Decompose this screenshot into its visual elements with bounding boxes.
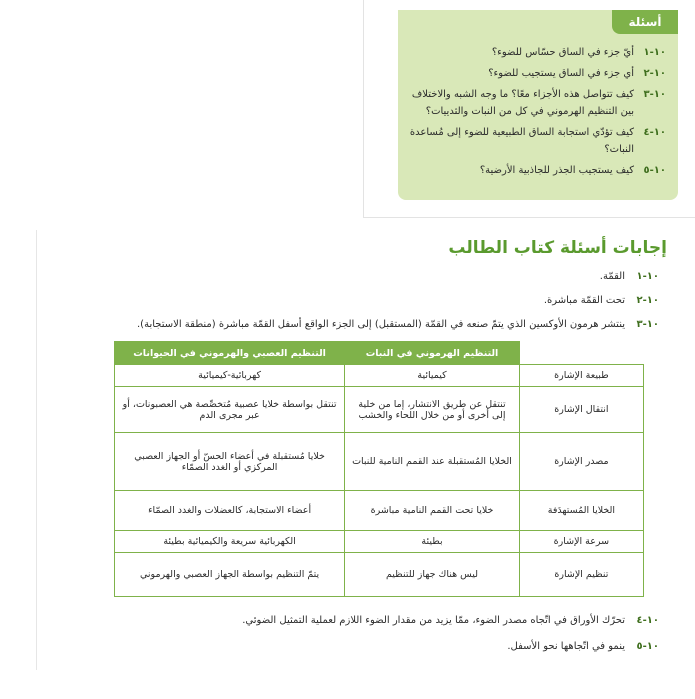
table-row <box>115 553 644 597</box>
answer-item <box>29 270 659 284</box>
answer-number: ١٠-٣ <box>636 319 659 330</box>
row-label: مصدر الإشارة <box>519 433 643 491</box>
row-label: الخلايا المُستهدَفة <box>519 491 643 531</box>
question-number: ١٠-٥ <box>643 165 666 176</box>
questions-title: أسئلة <box>612 10 678 34</box>
question-item <box>406 86 666 120</box>
comparison-table <box>114 341 644 597</box>
table-header-row <box>115 342 644 365</box>
questions-list <box>406 44 666 183</box>
answer-text: القمّة. <box>599 271 625 282</box>
plant-cell: تنتقل عن طريق الانتشار، إما من خلية إلى أخرى أو من خلال اللحاء والخشب <box>345 387 520 433</box>
answer-number: ١٠-٥ <box>636 641 659 652</box>
animal-cell: تنتقل بواسطة خلايا عصبية مُتخصِّصة هي العصبونات، أو عبر مجرى الدم <box>115 387 345 433</box>
plant-cell: الخلايا المُستقبلة عند القمم النامية للنبات <box>345 433 520 491</box>
plant-cell: كيميائية <box>345 365 520 387</box>
question-item <box>406 162 666 179</box>
plant-cell: بطيئة <box>345 531 520 553</box>
question-item <box>406 65 666 82</box>
answers-title: إجابات أسئلة كتاب الطالب <box>448 238 667 258</box>
table-row <box>115 387 644 433</box>
question-number: ١٠-٤ <box>643 127 666 138</box>
answer-item <box>29 294 659 308</box>
table-header: التنظيم الهرموني في النبات <box>345 342 520 365</box>
answer-number: ١٠-١ <box>636 271 659 282</box>
table-row <box>115 433 644 491</box>
animal-cell: أعضاء الاستجابة، كالعضلات والغدد الصمّاء <box>115 491 345 531</box>
answer-item <box>29 318 659 332</box>
question-number: ١٠-١ <box>643 47 666 58</box>
plant-cell: ليس هناك جهاز للتنظيم <box>345 553 520 597</box>
table-row <box>115 365 644 387</box>
question-number: ١٠-٣ <box>643 89 666 100</box>
answer-number: ١٠-٤ <box>636 615 659 626</box>
question-text: أي جزء في الساق يستجيب للضوء؟ <box>488 68 634 79</box>
animal-cell: الكهربائية سريعة والكيميائية بطيئة <box>115 531 345 553</box>
question-item <box>406 44 666 61</box>
table-row <box>115 531 644 553</box>
row-label: تنظيم الإشارة <box>519 553 643 597</box>
answer-item <box>29 614 659 628</box>
row-label: طبيعة الإشارة <box>519 365 643 387</box>
answer-number: ١٠-٢ <box>636 295 659 306</box>
questions-box <box>398 10 678 200</box>
question-text: أيّ جزء في الساق حسّاس للضوء؟ <box>491 47 634 58</box>
answer-text: تحت القمّة مباشرة. <box>543 295 625 306</box>
question-text: كيف تتواصل هذه الأجزاء معًا؟ ما وجه الشبه والاختلاف بين التنظيم الهرموني في كل من النبات والثدييات؟ <box>411 89 634 117</box>
table-corner-cell <box>519 342 643 365</box>
animal-cell: خلايا مُستقبلة في أعضاء الحسّ أو الجهاز العصبي المركزي أو الغدد الصمّاء <box>115 433 345 491</box>
row-label: سرعة الإشارة <box>519 531 643 553</box>
question-text: كيف تؤدّي استجابة الساق الطبيعية للضوء إلى مُساعدة النبات؟ <box>409 127 634 155</box>
answer-text: تحرّك الأوراق في اتّجاه مصدر الضوء، ممّا يزيد من مقدار الضوء اللازم لعملية التمثيل الضوئي. <box>242 615 625 626</box>
table-row <box>115 491 644 531</box>
animal-cell: كهربائية-كيميائية <box>115 365 345 387</box>
row-label: انتقال الإشارة <box>519 387 643 433</box>
table-header: التنظيم العصبي والهرموني في الحيوانات <box>115 342 345 365</box>
page-frame-line <box>363 0 364 218</box>
answer-text: ينتشر هرمون الأوكسين الذي يتمّ صنعه في القمّة (المستقبل) إلى الجزء الواقع أسفل القمّة مباشرة (منطقة الاستجابة). <box>137 319 625 330</box>
animal-cell: يتمّ التنظيم بواسطة الجهاز العصبي والهرموني <box>115 553 345 597</box>
plant-cell: خلايا تحت القمم النامية مباشرة <box>345 491 520 531</box>
question-text: كيف يستجيب الجذر للجاذبية الأرضية؟ <box>479 165 634 176</box>
question-number: ١٠-٢ <box>643 68 666 79</box>
page-frame-line <box>363 217 695 218</box>
answer-item <box>29 640 659 654</box>
question-item <box>406 124 666 158</box>
answer-text: ينمو في اتّجاهها نحو الأسفل. <box>507 641 625 652</box>
